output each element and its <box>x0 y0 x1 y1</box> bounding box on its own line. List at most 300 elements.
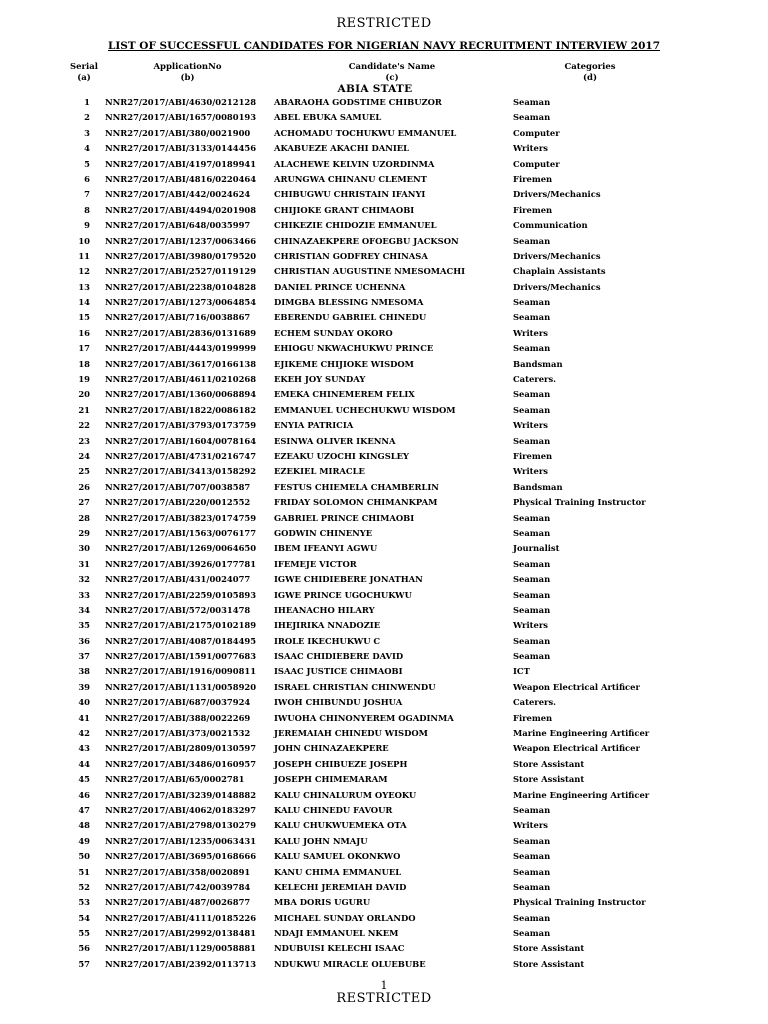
table-row <box>0 618 768 633</box>
category-cell: Firemen <box>513 173 553 184</box>
serial-cell: 8 <box>84 204 90 215</box>
category-cell: Writers <box>513 327 548 338</box>
serial-cell: 52 <box>78 881 90 892</box>
application-number-cell: NNR27/2017/ABI/3413/0158292 <box>105 466 257 477</box>
application-number-cell: NNR27/2017/ABI/2259/0105893 <box>105 589 257 600</box>
application-number-cell: NNR27/2017/ABI/3239/0148882 <box>105 789 257 800</box>
serial-cell: 48 <box>78 820 90 831</box>
table-row <box>0 757 768 772</box>
table-row <box>0 511 768 526</box>
serial-cell: 31 <box>78 558 90 569</box>
category-cell: Writers <box>513 620 548 631</box>
category-cell: Seaman <box>513 512 551 523</box>
table-row <box>0 418 768 433</box>
category-cell: ICT <box>513 666 530 677</box>
category-cell: Marine Engineering Artificer <box>513 789 650 800</box>
category-cell: Store Assistant <box>513 758 585 769</box>
application-number-cell: NNR27/2017/ABI/2809/0130597 <box>105 743 257 754</box>
application-number-cell: NNR27/2017/ABI/742/0039784 <box>105 881 251 892</box>
application-number-cell: NNR27/2017/ABI/1360/0068894 <box>105 389 257 400</box>
application-number-cell: NNR27/2017/ABI/3926/0177781 <box>105 558 257 569</box>
column-header-application-sub: (b) <box>180 73 195 83</box>
serial-cell: 32 <box>78 574 90 585</box>
candidate-name-cell: IROLE IKECHUKWU C <box>274 635 381 646</box>
application-number-cell: NNR27/2017/ABI/2392/0113713 <box>105 958 257 969</box>
serial-cell: 18 <box>78 358 90 369</box>
serial-cell: 57 <box>78 958 90 969</box>
serial-cell: 51 <box>78 866 90 877</box>
category-cell: Chaplain Assistants <box>513 266 606 277</box>
application-number-cell: NNR27/2017/ABI/716/0038867 <box>105 312 251 323</box>
candidate-name-cell: KALU CHINALURUM OYEOKU <box>274 789 417 800</box>
application-number-cell: NNR27/2017/ABI/687/0037924 <box>105 697 251 708</box>
application-number-cell: NNR27/2017/ABI/431/0024077 <box>105 574 251 585</box>
serial-cell: 23 <box>78 435 90 446</box>
table-row <box>0 788 768 803</box>
application-number-cell: NNR27/2017/ABI/3695/0168666 <box>105 851 257 862</box>
table-row <box>0 649 768 664</box>
table-row <box>0 295 768 310</box>
application-number-cell: NNR27/2017/ABI/3980/0179520 <box>105 250 257 261</box>
candidate-name-cell: CHRISTIAN AUGUSTINE NMESOMACHI <box>274 266 466 277</box>
application-number-cell: NNR27/2017/ABI/380/0021900 <box>105 127 251 138</box>
application-number-cell: NNR27/2017/ABI/4197/0189941 <box>105 158 257 169</box>
application-number-cell: NNR27/2017/ABI/4111/0185226 <box>105 912 257 923</box>
category-cell: Seaman <box>513 235 551 246</box>
application-number-cell: NNR27/2017/ABI/1237/0063466 <box>105 235 257 246</box>
category-cell: Caterers. <box>513 374 557 385</box>
application-number-cell: NNR27/2017/ABI/4611/0210268 <box>105 374 257 385</box>
category-cell: Bandsman <box>513 358 563 369</box>
table-row <box>0 941 768 956</box>
serial-cell: 30 <box>78 543 90 554</box>
category-cell: Seaman <box>513 851 551 862</box>
category-cell: Drivers/Mechanics <box>513 281 601 292</box>
category-cell: Bandsman <box>513 481 563 492</box>
table-row <box>0 464 768 479</box>
application-number-cell: NNR27/2017/ABI/1657/0080193 <box>105 112 257 123</box>
application-number-cell: NNR27/2017/ABI/3793/0173759 <box>105 420 257 431</box>
serial-cell: 43 <box>78 743 90 754</box>
table-row <box>0 557 768 572</box>
candidate-name-cell: IBEM IFEANYI AGWU <box>274 543 378 554</box>
application-number-cell: NNR27/2017/ABI/4443/0199999 <box>105 343 257 354</box>
category-cell: Writers <box>513 143 548 154</box>
serial-cell: 27 <box>78 497 90 508</box>
candidate-name-cell: DANIEL PRINCE UCHENNA <box>274 281 406 292</box>
serial-cell: 5 <box>84 158 90 169</box>
application-number-cell: NNR27/2017/ABI/3823/0174759 <box>105 512 257 523</box>
table-row <box>0 495 768 510</box>
candidate-name-cell: NDAJI EMMANUEL NKEM <box>274 928 399 939</box>
application-number-cell: NNR27/2017/ABI/3486/0160957 <box>105 758 257 769</box>
column-header-category-sub: (d) <box>583 73 597 83</box>
candidate-name-cell: IFEMEJE VICTOR <box>274 558 357 569</box>
table-row <box>0 203 768 218</box>
table-row <box>0 449 768 464</box>
category-cell: Seaman <box>513 312 551 323</box>
category-cell: Store Assistant <box>513 958 585 969</box>
category-cell: Seaman <box>513 435 551 446</box>
candidate-name-cell: ISAAC JUSTICE CHIMAOBI <box>274 666 403 677</box>
application-number-cell: NNR27/2017/ABI/373/0021532 <box>105 728 251 739</box>
serial-cell: 47 <box>78 804 90 815</box>
serial-cell: 9 <box>84 220 90 231</box>
candidate-table <box>0 95 768 972</box>
candidate-name-cell: ARUNGWA CHINANU CLEMENT <box>274 173 427 184</box>
candidate-name-cell: IWOH CHIBUNDU JOSHUA <box>274 697 403 708</box>
application-number-cell: NNR27/2017/ABI/65/0002781 <box>105 774 245 785</box>
candidate-name-cell: ECHEM SUNDAY OKORO <box>274 327 393 338</box>
serial-cell: 40 <box>78 697 90 708</box>
category-cell: Seaman <box>513 574 551 585</box>
candidate-name-cell: CHINAZAEKPERE OFOEGBU JACKSON <box>274 235 459 246</box>
candidate-name-cell: NDUKWU MIRACLE OLUEBUBE <box>274 958 426 969</box>
candidate-name-cell: IHEJIRIKA NNADOZIE <box>274 620 381 631</box>
candidate-name-cell: ISRAEL CHRISTIAN CHINWENDU <box>274 681 436 692</box>
table-row <box>0 865 768 880</box>
category-cell: Seaman <box>513 881 551 892</box>
application-number-cell: NNR27/2017/ABI/1604/0078164 <box>105 435 257 446</box>
application-number-cell: NNR27/2017/ABI/1916/0090811 <box>105 666 257 677</box>
serial-cell: 25 <box>78 466 90 477</box>
candidate-name-cell: GODWIN CHINENYE <box>274 527 373 538</box>
candidate-name-cell: CHIJIOKE GRANT CHIMAOBI <box>274 204 415 215</box>
category-cell: Drivers/Mechanics <box>513 189 601 200</box>
table-row <box>0 572 768 587</box>
application-number-cell: NNR27/2017/ABI/4731/0216747 <box>105 450 257 461</box>
candidate-name-cell: FESTUS CHIEMELA CHAMBERLIN <box>274 481 439 492</box>
table-row <box>0 680 768 695</box>
serial-cell: 39 <box>78 681 90 692</box>
category-cell: Seaman <box>513 97 551 107</box>
candidate-name-cell: ACHOMADU TOCHUKWU EMMANUEL <box>274 127 457 138</box>
category-cell: Drivers/Mechanics <box>513 250 601 261</box>
table-row <box>0 403 768 418</box>
candidate-name-cell: ISAAC CHIDIEBERE DAVID <box>274 651 404 662</box>
candidate-name-cell: FRIDAY SOLOMON CHIMANKPAM <box>274 497 438 508</box>
candidate-name-cell: KALU CHINEDU FAVOUR <box>274 804 393 815</box>
serial-cell: 22 <box>78 420 90 431</box>
table-row <box>0 803 768 818</box>
state-heading: ABIA STATE <box>337 83 413 95</box>
application-number-cell: NNR27/2017/ABI/707/0038587 <box>105 481 251 492</box>
serial-cell: 11 <box>78 250 90 261</box>
category-cell: Firemen <box>513 712 553 723</box>
category-cell: Writers <box>513 466 548 477</box>
serial-cell: 50 <box>78 851 90 862</box>
category-cell: Seaman <box>513 112 551 123</box>
serial-cell: 15 <box>78 312 90 323</box>
category-cell: Seaman <box>513 604 551 615</box>
category-cell: Writers <box>513 420 548 431</box>
table-row <box>0 711 768 726</box>
candidate-name-cell: EMMANUEL UCHECHUKWU WISDOM <box>274 404 456 415</box>
candidate-name-cell: CHIBUGWU CHRISTAIN IFANYI <box>274 189 426 200</box>
candidate-name-cell: MBA DORIS UGURU <box>274 897 371 908</box>
category-cell: Computer <box>513 127 560 138</box>
candidate-name-cell: NDUBUISI KELECHI ISAAC <box>274 943 405 954</box>
candidate-name-cell: ABEL EBUKA SAMUEL <box>274 112 382 123</box>
table-row <box>0 434 768 449</box>
table-row <box>0 249 768 264</box>
category-cell: Firemen <box>513 450 553 461</box>
table-row <box>0 695 768 710</box>
candidate-name-cell: ESINWA OLIVER IKENNA <box>274 435 396 446</box>
candidate-name-cell: EMEKA CHINEMEREM FELIX <box>274 389 415 400</box>
column-header-serial-label: Serial <box>70 62 98 72</box>
serial-cell: 46 <box>78 789 90 800</box>
column-header-serial <box>64 62 104 84</box>
serial-cell: 29 <box>78 527 90 538</box>
application-number-cell: NNR27/2017/ABI/2992/0138481 <box>105 928 257 939</box>
candidate-name-cell: ENYIA PATRICIA <box>274 420 354 431</box>
table-row <box>0 741 768 756</box>
table-row <box>0 634 768 649</box>
application-number-cell: NNR27/2017/ABI/2836/0131689 <box>105 327 257 338</box>
table-row <box>0 849 768 864</box>
serial-cell: 49 <box>78 835 90 846</box>
candidate-name-cell: EJIKEME CHIJIOKE WISDOM <box>274 358 414 369</box>
candidate-name-cell: ALACHEWE KELVIN UZORDINMA <box>274 158 435 169</box>
serial-cell: 55 <box>78 928 90 939</box>
column-header-category-label: Categories <box>564 62 616 72</box>
candidate-name-cell: EKEH JOY SUNDAY <box>274 374 366 385</box>
candidate-name-cell: IHEANACHO HILARY <box>274 604 375 615</box>
table-row <box>0 387 768 402</box>
application-number-cell: NNR27/2017/ABI/4630/0212128 <box>105 97 257 107</box>
application-number-cell: NNR27/2017/ABI/572/0031478 <box>105 604 251 615</box>
candidate-name-cell: KALU CHUKWUEMEKA OTA <box>274 820 407 831</box>
column-header-name-label: Candidate's Name <box>348 62 436 72</box>
column-header-category <box>550 62 630 84</box>
table-row <box>0 280 768 295</box>
candidate-name-cell: KALU JOHN NMAJU <box>274 835 368 846</box>
category-cell: Seaman <box>513 928 551 939</box>
application-number-cell: NNR27/2017/ABI/220/0012552 <box>105 497 251 508</box>
table-row <box>0 218 768 233</box>
table-row <box>0 141 768 156</box>
candidate-name-cell: AKABUEZE AKACHI DANIEL <box>274 143 410 154</box>
category-cell: Seaman <box>513 558 551 569</box>
serial-cell: 28 <box>78 512 90 523</box>
table-row <box>0 911 768 926</box>
application-number-cell: NNR27/2017/ABI/2527/0119129 <box>105 266 257 277</box>
category-cell: Seaman <box>513 835 551 846</box>
candidate-name-cell: IWUOHA CHINONYEREM OGADINMA <box>274 712 454 723</box>
serial-cell: 24 <box>78 450 90 461</box>
candidate-name-cell: EZEKIEL MIRACLE <box>274 466 365 477</box>
serial-cell: 4 <box>84 143 90 154</box>
table-row <box>0 341 768 356</box>
category-cell: Seaman <box>513 635 551 646</box>
application-number-cell: NNR27/2017/ABI/388/0022269 <box>105 712 251 723</box>
candidate-name-cell: CHIKEZIE CHIDOZIE EMMANUEL <box>274 220 437 231</box>
table-row <box>0 926 768 941</box>
serial-cell: 1 <box>84 97 90 107</box>
category-cell: Store Assistant <box>513 774 585 785</box>
category-cell: Seaman <box>513 389 551 400</box>
serial-cell: 20 <box>78 389 90 400</box>
application-number-cell: NNR27/2017/ABI/1591/0077683 <box>105 651 257 662</box>
table-row <box>0 834 768 849</box>
table-row <box>0 957 768 972</box>
application-number-cell: NNR27/2017/ABI/2798/0130279 <box>105 820 257 831</box>
application-number-cell: NNR27/2017/ABI/3133/0144456 <box>105 143 257 154</box>
candidate-name-cell: EHIOGU NKWACHUKWU PRINCE <box>274 343 434 354</box>
category-cell: Seaman <box>513 297 551 308</box>
document-title: LIST OF SUCCESSFUL CANDIDATES FOR NIGERIAN NAVY RECRUITMENT INTERVIEW 2017 <box>107 40 661 52</box>
category-cell: Firemen <box>513 204 553 215</box>
table-row <box>0 726 768 741</box>
candidate-name-cell: KELECHI JEREMIAH DAVID <box>274 881 407 892</box>
application-number-cell: NNR27/2017/ABI/2175/0102189 <box>105 620 257 631</box>
category-cell: Caterers. <box>513 697 557 708</box>
candidate-name-cell: EZEAKU UZOCHI KINGSLEY <box>274 450 410 461</box>
application-number-cell: NNR27/2017/ABI/1273/0064854 <box>105 297 257 308</box>
candidate-name-cell: JOSEPH CHIMEMARAM <box>274 774 388 785</box>
serial-cell: 12 <box>78 266 90 277</box>
serial-cell: 33 <box>78 589 90 600</box>
application-number-cell: NNR27/2017/ABI/1235/0063431 <box>105 835 257 846</box>
column-header-application <box>130 62 245 84</box>
serial-cell: 35 <box>78 620 90 631</box>
category-cell: Seaman <box>513 527 551 538</box>
application-number-cell: NNR27/2017/ABI/487/0026877 <box>105 897 251 908</box>
category-cell: Seaman <box>513 912 551 923</box>
serial-cell: 3 <box>84 127 90 138</box>
category-cell: Seaman <box>513 651 551 662</box>
table-row <box>0 326 768 341</box>
serial-cell: 56 <box>78 943 90 954</box>
serial-cell: 21 <box>78 404 90 415</box>
table-row <box>0 126 768 141</box>
candidate-name-cell: JEREMAIAH CHINEDU WISDOM <box>274 728 428 739</box>
category-cell: Physical Training Instructor <box>513 897 646 908</box>
serial-cell: 14 <box>78 297 90 308</box>
serial-cell: 45 <box>78 774 90 785</box>
serial-cell: 44 <box>78 758 90 769</box>
application-number-cell: NNR27/2017/ABI/4816/0220464 <box>105 173 257 184</box>
category-cell: Journalist <box>513 543 560 554</box>
candidate-name-cell: IGWE PRINCE UGOCHUKWU <box>274 589 412 600</box>
category-cell: Seaman <box>513 589 551 600</box>
restricted-header: RESTRICTED <box>336 16 432 31</box>
serial-cell: 54 <box>78 912 90 923</box>
serial-cell: 13 <box>78 281 90 292</box>
application-number-cell: NNR27/2017/ABI/2238/0104828 <box>105 281 257 292</box>
column-header-application-label: ApplicationNo <box>153 62 222 72</box>
candidate-name-cell: ABARAOHA GODSTIME CHIBUZOR <box>274 97 442 107</box>
serial-cell: 34 <box>78 604 90 615</box>
table-row <box>0 372 768 387</box>
serial-cell: 7 <box>84 189 90 200</box>
serial-cell: 37 <box>78 651 90 662</box>
application-number-cell: NNR27/2017/ABI/1131/0058920 <box>105 681 257 692</box>
serial-cell: 38 <box>78 666 90 677</box>
candidate-name-cell: EBERENDU GABRIEL CHINEDU <box>274 312 427 323</box>
candidate-name-cell: JOSEPH CHIBUEZE JOSEPH <box>274 758 408 769</box>
table-row <box>0 895 768 910</box>
serial-cell: 19 <box>78 374 90 385</box>
application-number-cell: NNR27/2017/ABI/648/0035997 <box>105 220 251 231</box>
candidate-name-cell: JOHN CHINAZAEKPERE <box>274 743 389 754</box>
category-cell: Weapon Electrical Artificer <box>513 681 640 692</box>
serial-cell: 41 <box>78 712 90 723</box>
serial-cell: 17 <box>78 343 90 354</box>
column-header-serial-sub: (a) <box>77 73 91 83</box>
application-number-cell: NNR27/2017/ABI/1129/0058881 <box>105 943 257 954</box>
table-row <box>0 588 768 603</box>
application-number-cell: NNR27/2017/ABI/1822/0086182 <box>105 404 257 415</box>
table-row <box>0 357 768 372</box>
restricted-footer: RESTRICTED <box>336 991 432 1006</box>
application-number-cell: NNR27/2017/ABI/3617/0166138 <box>105 358 257 369</box>
application-number-cell: NNR27/2017/ABI/442/0024624 <box>105 189 251 200</box>
table-row <box>0 526 768 541</box>
serial-cell: 2 <box>84 112 90 123</box>
serial-cell: 53 <box>78 897 90 908</box>
serial-cell: 6 <box>84 173 90 184</box>
category-cell: Seaman <box>513 804 551 815</box>
page-number: 1 <box>380 979 388 992</box>
serial-cell: 42 <box>78 728 90 739</box>
category-cell: Weapon Electrical Artificer <box>513 743 640 754</box>
table-row <box>0 172 768 187</box>
table-row <box>0 310 768 325</box>
column-header-name <box>322 62 462 84</box>
serial-cell: 36 <box>78 635 90 646</box>
application-number-cell: NNR27/2017/ABI/1269/0064650 <box>105 543 257 554</box>
application-number-cell: NNR27/2017/ABI/4494/0201908 <box>105 204 257 215</box>
table-row <box>0 234 768 249</box>
table-row <box>0 772 768 787</box>
application-number-cell: NNR27/2017/ABI/1563/0076177 <box>105 527 257 538</box>
candidate-name-cell: CHRISTIAN GODFREY CHINASA <box>274 250 428 261</box>
category-cell: Writers <box>513 820 548 831</box>
serial-cell: 10 <box>78 235 90 246</box>
table-row <box>0 603 768 618</box>
category-cell: Computer <box>513 158 560 169</box>
category-cell: Store Assistant <box>513 943 585 954</box>
table-row <box>0 157 768 172</box>
table-row <box>0 880 768 895</box>
candidate-name-cell: KANU CHIMA EMMANUEL <box>274 866 402 877</box>
table-row <box>0 541 768 556</box>
serial-cell: 26 <box>78 481 90 492</box>
column-header-name-sub: (c) <box>385 73 399 83</box>
serial-cell: 16 <box>78 327 90 338</box>
table-row <box>0 264 768 279</box>
table-row <box>0 480 768 495</box>
table-row <box>0 95 768 110</box>
application-number-cell: NNR27/2017/ABI/4087/0184495 <box>105 635 257 646</box>
candidate-name-cell: DIMGBA BLESSING NMESOMA <box>274 297 424 308</box>
category-cell: Marine Engineering Artificer <box>513 728 650 739</box>
application-number-cell: NNR27/2017/ABI/358/0020891 <box>105 866 251 877</box>
candidate-name-cell: GABRIEL PRINCE CHIMAOBI <box>274 512 415 523</box>
table-row <box>0 818 768 833</box>
category-cell: Seaman <box>513 866 551 877</box>
table-row <box>0 664 768 679</box>
table-row <box>0 187 768 202</box>
candidate-name-cell: IGWE CHIDIEBERE JONATHAN <box>274 574 423 585</box>
candidate-name-cell: KALU SAMUEL OKONKWO <box>274 851 401 862</box>
category-cell: Seaman <box>513 404 551 415</box>
candidate-name-cell: MICHAEL SUNDAY ORLANDO <box>274 912 416 923</box>
category-cell: Seaman <box>513 343 551 354</box>
category-cell: Communication <box>513 220 588 231</box>
